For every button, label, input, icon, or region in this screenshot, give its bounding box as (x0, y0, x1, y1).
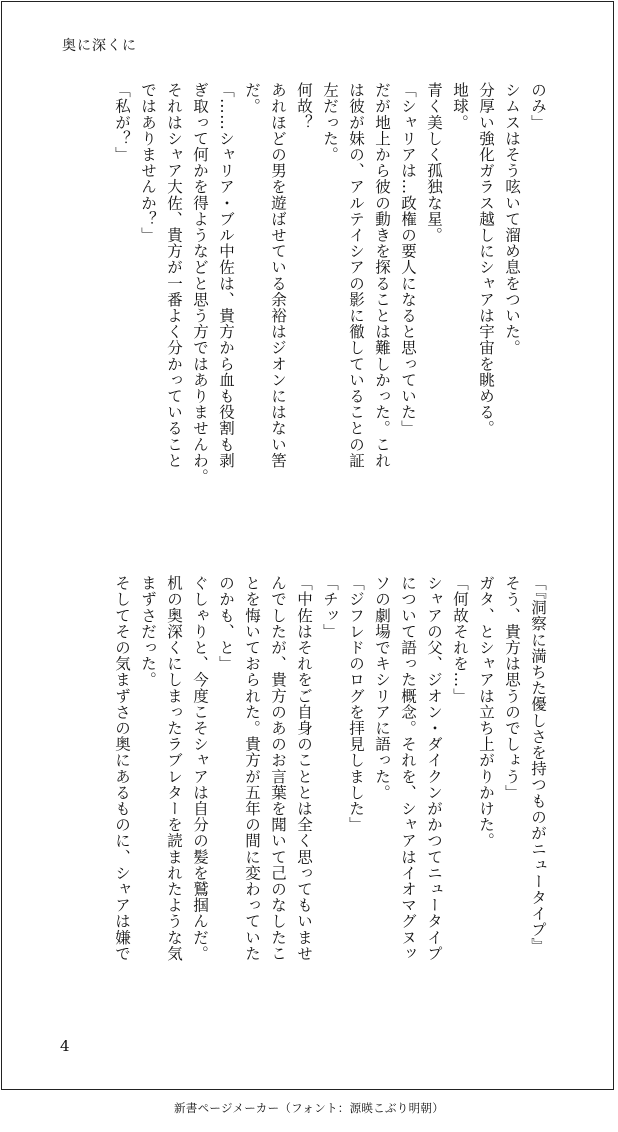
text-line: シムスはそう呟いて溜め息をついた。 (503, 82, 521, 356)
text-line: 「ジフレドのログを拝見しました」 (347, 575, 365, 833)
text-line: そしてその気まずさの奥にあるものに、シャアは嫌で (113, 575, 131, 962)
lower-text-block (109, 575, 551, 1040)
text-line: 「……シャリア・ブル中佐は、貴方から血も役割も剥 (217, 82, 235, 469)
running-header-title: 奥に深くに (62, 38, 137, 54)
text-line: 青く美しく孤独な星。 (425, 82, 443, 243)
text-line: まずさだった。 (139, 575, 157, 688)
text-line: んでしたが、貴方のあのお言葉を聞いて己のなしたこ (269, 575, 287, 962)
text-line: 「チッ」 (321, 575, 339, 640)
text-line: 分厚い強化ガラス越しにシャアは宇宙を眺める。 (477, 82, 495, 437)
text-line: ではありませんか？」 (139, 82, 157, 243)
text-line: のかも、と」 (217, 575, 235, 672)
text-line: だ。 (243, 82, 261, 115)
text-line: 机の奥深くにしまったラブレターを読まれたような気 (165, 575, 183, 962)
text-line: あれほどの男を遊ばせている余裕はジオンにはない筈 (269, 82, 287, 469)
text-line: シャアの父、ジオン・ダイクンがかつてニュータイプ (425, 575, 443, 962)
text-line: それはシャア大佐、貴方が一番よく分かっていること (165, 82, 183, 469)
text-line: について語った概念。それを、シャアはイオマグヌッ (399, 575, 417, 962)
footer-credit: 新書ページメーカー（フォント：源暎こぶり明朝） (173, 1101, 445, 1115)
text-line: 「何故それを…」 (451, 575, 469, 704)
text-line: とを悔いておられた。貴方が五年の間に変わっていた (243, 575, 261, 962)
text-line: 「『洞察に満ちた優しさを持つものがニュータイプ』 (529, 575, 547, 954)
text-line: 地球。 (451, 82, 469, 131)
upper-text-block (109, 82, 551, 547)
text-line: ぎ取って何かを得ようなどと思う方ではありませんわ。 (191, 82, 209, 485)
text-line: は彼が妹の、アルテイシアの影に徹していることの証 (347, 82, 365, 469)
text-line: ソの劇場でキシリアに語った。 (373, 575, 391, 801)
page-number: 4 (60, 1037, 70, 1055)
text-line: 「私が？」 (113, 82, 131, 163)
text-line: だが地上から彼の動きを探ることは難しかった。これ (373, 82, 391, 469)
text-line: そう、貴方は思うのでしょう」 (503, 575, 521, 801)
text-line: ガタ、とシャアは立ち上がりかけた。 (477, 575, 495, 849)
text-line: 「シャリアは…政権の要人になると思っていた」 (399, 82, 417, 437)
text-line: 「中佐はそれをご自身のこととは全く思ってもいませ (295, 575, 313, 962)
text-line: 何故？ (295, 82, 313, 131)
text-line: のみ」 (529, 82, 547, 131)
book-page (1, 1, 614, 1090)
text-line: ぐしゃりと、今度こそシャアは自分の髪を鷲掴んだ。 (191, 575, 209, 962)
text-line: 左だった。 (321, 82, 339, 163)
